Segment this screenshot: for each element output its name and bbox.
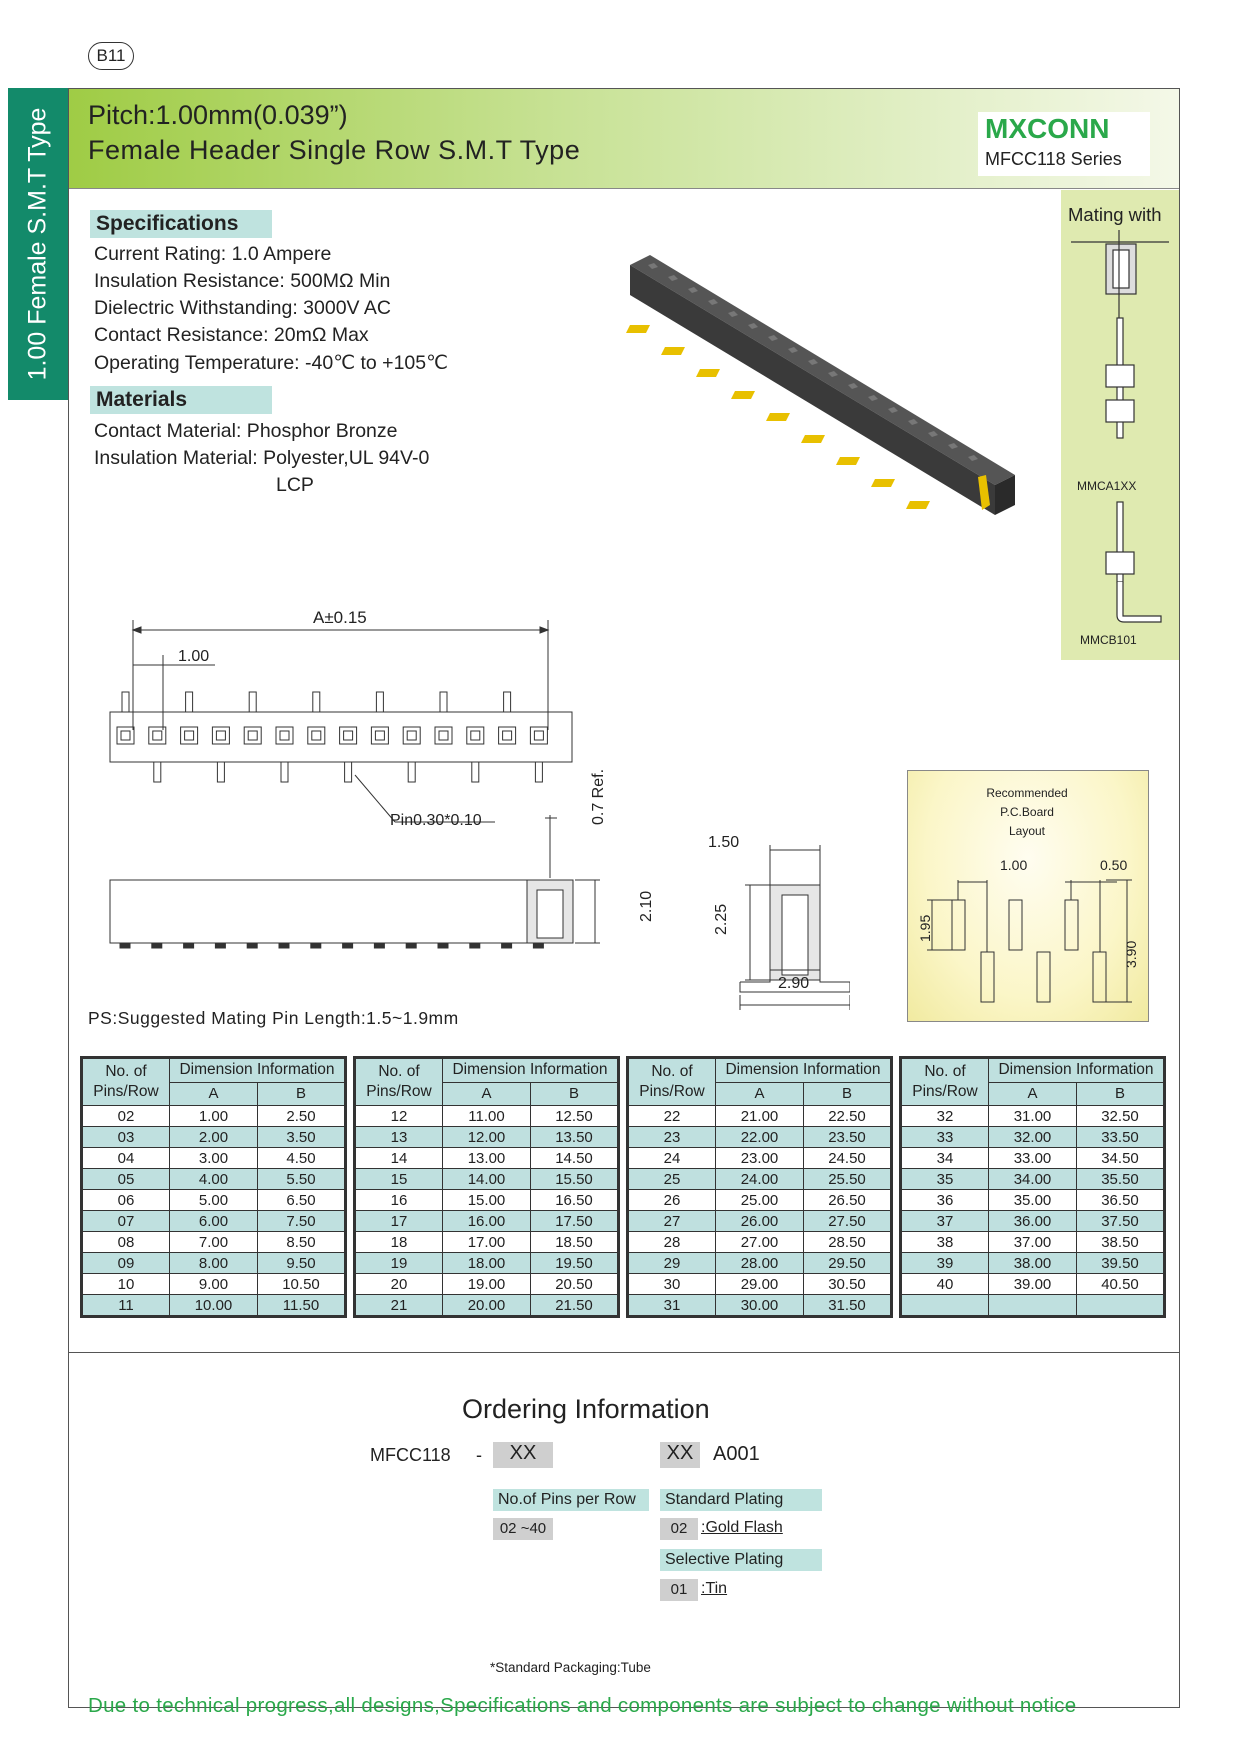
a-cell: 26.00	[716, 1211, 804, 1232]
header-b: B	[804, 1082, 892, 1105]
table-row	[901, 1253, 1165, 1274]
pins-cell: 04	[82, 1148, 170, 1169]
a-cell: 24.00	[716, 1169, 804, 1190]
pin-lead	[249, 692, 256, 712]
pins-cell: 13	[355, 1127, 443, 1148]
pins-cell: 29	[628, 1253, 716, 1274]
b-cell: 8.50	[258, 1232, 346, 1253]
table-row	[82, 1253, 346, 1274]
mating-part-label: MMCA1XX	[1077, 479, 1137, 493]
header-a: A	[716, 1082, 804, 1105]
b-cell: 34.50	[1077, 1148, 1165, 1169]
header-dimension: Dimension Information	[170, 1058, 346, 1083]
table-row	[628, 1169, 892, 1190]
dimension-table	[899, 1056, 1166, 1318]
table-row	[355, 1211, 619, 1232]
contact-slot-inner	[407, 731, 416, 740]
pins-cell: 10	[82, 1274, 170, 1295]
pcb-pad-width-label: 0.50	[1100, 857, 1128, 873]
a-cell: 9.00	[170, 1274, 258, 1295]
b-cell: 20.50	[531, 1274, 619, 1295]
spec-line: Dielectric Withstanding: 3000V AC	[94, 297, 391, 319]
pins-cell: 12	[355, 1106, 443, 1127]
table-row	[901, 1106, 1165, 1127]
a-cell: 34.00	[989, 1169, 1077, 1190]
contact-slot-inner	[121, 731, 130, 740]
brand-logo: MXCONN	[985, 113, 1110, 144]
a-cell: 20.00	[443, 1295, 531, 1317]
pcb-pads	[907, 860, 1147, 1020]
a-cell: 14.00	[443, 1169, 531, 1190]
a-cell: 3.00	[170, 1148, 258, 1169]
b-cell: 23.50	[804, 1127, 892, 1148]
tin-code: 01	[660, 1579, 698, 1601]
b-cell: 29.50	[804, 1253, 892, 1274]
pins-cell: 38	[901, 1232, 989, 1253]
pin-lead	[154, 762, 161, 782]
b-cell: 3.50	[258, 1127, 346, 1148]
pins-per-row-label: No.of Pins per Row	[493, 1489, 649, 1511]
contact-slot-inner	[439, 731, 448, 740]
solder-foot	[184, 943, 194, 948]
a-cell: 11.00	[443, 1106, 531, 1127]
table-row	[628, 1211, 892, 1232]
table-row	[82, 1169, 346, 1190]
ordering-dash: -	[476, 1445, 482, 1465]
pins-cell: 39	[901, 1253, 989, 1274]
table-row	[628, 1127, 892, 1148]
a-cell: 16.00	[443, 1211, 531, 1232]
contact-slot-inner	[471, 731, 480, 740]
pin-lead	[376, 692, 383, 712]
materials-heading: Materials	[90, 386, 272, 414]
a-cell: 1.00	[170, 1106, 258, 1127]
pin-lead	[472, 762, 479, 782]
pins-cell: 03	[82, 1127, 170, 1148]
pins-cell: 16	[355, 1190, 443, 1211]
header-b: B	[531, 1082, 619, 1105]
side-tab-label: 1.00 Female S.M.T Type	[23, 107, 52, 381]
solder-foot	[247, 943, 257, 948]
a-cell: 35.00	[989, 1190, 1077, 1211]
table-row	[82, 1211, 346, 1232]
spec-line: Operating Temperature: -40℃ to +105℃	[94, 352, 449, 374]
pins-cell: 21	[355, 1295, 443, 1317]
pins-cell: 07	[82, 1211, 170, 1232]
dim-a-label: A±0.15	[313, 608, 367, 627]
pin-lead	[186, 692, 193, 712]
contact-slot	[371, 727, 388, 744]
a-cell: 31.00	[989, 1106, 1077, 1127]
pins-cell: 36	[901, 1190, 989, 1211]
ref-label: 0.7 Ref.	[590, 768, 607, 825]
table-row	[901, 1148, 1165, 1169]
a-cell: 2.00	[170, 1127, 258, 1148]
table-row	[355, 1106, 619, 1127]
a-cell: 7.00	[170, 1232, 258, 1253]
gold-flash-desc: :Gold Flash	[701, 1519, 783, 1536]
table-row	[355, 1169, 619, 1190]
contact-slot-inner	[534, 731, 543, 740]
table-row	[901, 1295, 1165, 1317]
pins-cell: 06	[82, 1190, 170, 1211]
contact-slot-inner	[280, 731, 289, 740]
pcb-pitch-label: 1.00	[1000, 857, 1028, 873]
a-cell: 4.00	[170, 1169, 258, 1190]
contact-slot	[181, 727, 198, 744]
a-cell: 37.00	[989, 1232, 1077, 1253]
b-cell: 40.50	[1077, 1274, 1165, 1295]
a-cell: 21.00	[716, 1106, 804, 1127]
table-row	[628, 1106, 892, 1127]
b-cell: 14.50	[531, 1148, 619, 1169]
a-cell: 28.00	[716, 1253, 804, 1274]
a-cell	[989, 1295, 1077, 1317]
ordering-code: MFCC118	[370, 1445, 451, 1465]
pins-cell: 40	[901, 1274, 989, 1295]
pins-cell: 30	[628, 1274, 716, 1295]
header-pins: No. of Pins/Row	[628, 1058, 716, 1106]
a-cell: 29.00	[716, 1274, 804, 1295]
solder-foot	[120, 943, 130, 948]
table-row	[82, 1106, 346, 1127]
material-line: Contact Material: Phosphor Bronze	[94, 420, 398, 442]
table-row	[355, 1253, 619, 1274]
b-cell: 11.50	[258, 1295, 346, 1317]
side-tab	[8, 88, 68, 400]
pins-cell: 35	[901, 1169, 989, 1190]
side-width-label: 1.50	[708, 834, 740, 851]
b-cell: 37.50	[1077, 1211, 1165, 1232]
b-cell: 13.50	[531, 1127, 619, 1148]
gold-flash-code: 02	[660, 1518, 698, 1540]
header-dimension: Dimension Information	[716, 1058, 892, 1083]
ordering-title: Ordering Information	[462, 1394, 710, 1424]
header-dimension: Dimension Information	[443, 1058, 619, 1083]
standard-plating-label: Standard Plating	[660, 1489, 822, 1511]
b-cell: 39.50	[1077, 1253, 1165, 1274]
b-cell: 18.50	[531, 1232, 619, 1253]
solder-foot	[438, 943, 448, 948]
b-cell: 15.50	[531, 1169, 619, 1190]
header-a: A	[989, 1082, 1077, 1105]
pins-cell: 24	[628, 1148, 716, 1169]
pins-cell: 17	[355, 1211, 443, 1232]
pins-cell: 14	[355, 1148, 443, 1169]
pin-lead	[345, 762, 352, 782]
solder-foot	[533, 943, 543, 948]
b-cell: 16.50	[531, 1190, 619, 1211]
b-cell: 27.50	[804, 1211, 892, 1232]
contact-slot	[212, 727, 229, 744]
table-row	[82, 1148, 346, 1169]
contact-slot	[403, 727, 420, 744]
title-line-2: Female Header Single Row S.M.T Type	[88, 135, 581, 165]
table-row	[355, 1295, 619, 1317]
a-cell: 23.00	[716, 1148, 804, 1169]
packaging-text: Standard Packaging:Tube	[495, 1660, 651, 1675]
solder-foot	[470, 943, 480, 948]
pitch-label: 1.00	[178, 648, 210, 665]
pins-cell: 05	[82, 1169, 170, 1190]
dimension-table	[626, 1056, 893, 1318]
pins-cell: 26	[628, 1190, 716, 1211]
b-cell: 38.50	[1077, 1232, 1165, 1253]
mating-drawings	[1061, 230, 1179, 650]
a-cell: 30.00	[716, 1295, 804, 1317]
b-cell: 2.50	[258, 1106, 346, 1127]
pin-lead	[535, 762, 542, 782]
b-cell: 26.50	[804, 1190, 892, 1211]
contact-slot	[435, 727, 452, 744]
notice-footer: Due to technical progress,all designs,Specifications and components are subject to change without notice	[88, 1694, 1077, 1717]
b-cell: 21.50	[531, 1295, 619, 1317]
header-pins: No. of Pins/Row	[82, 1058, 170, 1106]
pins-cell: 27	[628, 1211, 716, 1232]
table-row	[355, 1127, 619, 1148]
pin-label: Pin0.30*0.10	[390, 812, 482, 829]
divider	[68, 1352, 1180, 1353]
plating-code-box: XX	[660, 1442, 700, 1468]
pins-cell: 22	[628, 1106, 716, 1127]
b-cell: 30.50	[804, 1274, 892, 1295]
material-line: Insulation Material: Polyester,UL 94V-0	[94, 447, 430, 469]
ordering-suffix: A001	[713, 1443, 760, 1465]
table-row	[628, 1232, 892, 1253]
pins-cell: 20	[355, 1274, 443, 1295]
header-a: A	[170, 1082, 258, 1105]
header-pins: No. of Pins/Row	[901, 1058, 989, 1106]
specifications-heading: Specifications	[90, 210, 272, 238]
b-cell: 9.50	[258, 1253, 346, 1274]
header-a: A	[443, 1082, 531, 1105]
solder-foot	[152, 943, 162, 948]
b-cell: 35.50	[1077, 1169, 1165, 1190]
b-cell: 10.50	[258, 1274, 346, 1295]
pins-cell: 11	[82, 1295, 170, 1317]
b-cell: 28.50	[804, 1232, 892, 1253]
solder-foot	[374, 943, 384, 948]
ps-note: PS:Suggested Mating Pin Length:1.5~1.9mm	[88, 1008, 459, 1028]
solder-foot	[311, 943, 321, 948]
pin-lead	[281, 762, 288, 782]
pins-cell: 34	[901, 1148, 989, 1169]
solder-foot	[215, 943, 225, 948]
packaging-note: *Standard Packaging:Tube	[490, 1660, 651, 1675]
pin-lead	[217, 762, 224, 782]
side-height-label: 2.25	[713, 903, 730, 935]
a-cell: 13.00	[443, 1148, 531, 1169]
pcb-title-line: P.C.Board	[1000, 805, 1054, 819]
pcb-title	[907, 784, 1147, 841]
contact-slot	[530, 727, 547, 744]
table-row	[355, 1274, 619, 1295]
a-cell: 6.00	[170, 1211, 258, 1232]
pin-lead	[440, 692, 447, 712]
pins-cell: 02	[82, 1106, 170, 1127]
dimension-table	[80, 1056, 347, 1318]
tin-desc: :Tin	[701, 1580, 728, 1597]
a-cell: 22.00	[716, 1127, 804, 1148]
dimension-table	[353, 1056, 620, 1318]
contact-slot-inner	[185, 731, 194, 740]
table-row	[355, 1190, 619, 1211]
contact-slot-inner	[216, 731, 225, 740]
table-row	[355, 1148, 619, 1169]
table-row	[901, 1190, 1165, 1211]
a-cell: 38.00	[989, 1253, 1077, 1274]
solder-foot	[502, 943, 512, 948]
a-cell: 27.00	[716, 1232, 804, 1253]
table-row	[82, 1232, 346, 1253]
a-cell: 33.00	[989, 1148, 1077, 1169]
pins-cell: 19	[355, 1253, 443, 1274]
contact-slot-inner	[344, 731, 353, 740]
pins-code-box: XX	[493, 1442, 553, 1468]
table-row	[901, 1274, 1165, 1295]
contact-slot-inner	[248, 731, 257, 740]
a-cell: 39.00	[989, 1274, 1077, 1295]
pcb-title-line: Layout	[1008, 824, 1046, 838]
contact-slot-inner	[375, 731, 384, 740]
header-b: B	[1077, 1082, 1165, 1105]
spec-line: Current Rating: 1.0 Ampere	[94, 243, 332, 265]
contact-slot-inner	[503, 731, 512, 740]
pcb-pad-height-label: 1.95	[917, 914, 933, 942]
a-cell: 25.00	[716, 1190, 804, 1211]
b-cell: 6.50	[258, 1190, 346, 1211]
pins-cell: 37	[901, 1211, 989, 1232]
table-row	[901, 1169, 1165, 1190]
table-row	[82, 1190, 346, 1211]
table-row	[628, 1148, 892, 1169]
b-cell: 24.50	[804, 1148, 892, 1169]
contact-slot	[276, 727, 293, 744]
b-cell: 36.50	[1077, 1190, 1165, 1211]
material-line: LCP	[276, 474, 314, 496]
solder-foot	[406, 943, 416, 948]
height-label: 2.10	[638, 890, 655, 922]
contact-slot	[499, 727, 516, 744]
b-cell: 17.50	[531, 1211, 619, 1232]
contact-slot	[117, 727, 134, 744]
page-tag: B11	[88, 42, 134, 70]
b-cell: 22.50	[804, 1106, 892, 1127]
pin-lead	[408, 762, 415, 782]
pcb-title-line: Recommended	[986, 786, 1068, 800]
b-cell: 32.50	[1077, 1106, 1165, 1127]
product-image	[620, 255, 1020, 530]
a-cell: 17.00	[443, 1232, 531, 1253]
pins-cell: 28	[628, 1232, 716, 1253]
a-cell: 15.00	[443, 1190, 531, 1211]
a-cell: 8.00	[170, 1253, 258, 1274]
b-cell	[1077, 1295, 1165, 1317]
b-cell: 31.50	[804, 1295, 892, 1317]
table-row	[628, 1253, 892, 1274]
table-row	[901, 1127, 1165, 1148]
b-cell: 25.50	[804, 1169, 892, 1190]
pins-cell	[901, 1295, 989, 1317]
pins-range: 02 ~40	[493, 1518, 553, 1540]
mating-label: Mating with	[1068, 204, 1162, 225]
mating-part-label: MMCB101	[1080, 633, 1137, 647]
a-cell: 18.00	[443, 1253, 531, 1274]
header-dimension: Dimension Information	[989, 1058, 1165, 1083]
title-line-1: Pitch:1.00mm(0.039”)	[88, 100, 348, 130]
pcb-span-label: 3.90	[1123, 940, 1139, 968]
pins-cell: 18	[355, 1232, 443, 1253]
table-row	[628, 1190, 892, 1211]
spec-line: Insulation Resistance: 500MΩ Min	[94, 270, 391, 292]
pins-cell: 15	[355, 1169, 443, 1190]
a-cell: 12.00	[443, 1127, 531, 1148]
side-base-label: 2.90	[778, 975, 810, 992]
contact-slot-inner	[153, 731, 162, 740]
series-name: MFCC118 Series	[985, 149, 1122, 169]
pin-lead	[122, 692, 129, 712]
pins-cell: 32	[901, 1106, 989, 1127]
contact-slot	[340, 727, 357, 744]
table-row	[82, 1274, 346, 1295]
a-cell: 5.00	[170, 1190, 258, 1211]
b-cell: 19.50	[531, 1253, 619, 1274]
pin-lead	[313, 692, 320, 712]
selective-plating-label: Selective Plating	[660, 1549, 822, 1571]
b-cell: 33.50	[1077, 1127, 1165, 1148]
a-cell: 36.00	[989, 1211, 1077, 1232]
table-row	[901, 1232, 1165, 1253]
contact-slot	[308, 727, 325, 744]
b-cell: 5.50	[258, 1169, 346, 1190]
a-cell: 32.00	[989, 1127, 1077, 1148]
table-row	[355, 1232, 619, 1253]
pins-cell: 31	[628, 1295, 716, 1317]
solder-foot	[279, 943, 289, 948]
pins-cell: 09	[82, 1253, 170, 1274]
b-cell: 7.50	[258, 1211, 346, 1232]
b-cell: 12.50	[531, 1106, 619, 1127]
pins-cell: 08	[82, 1232, 170, 1253]
a-cell: 19.00	[443, 1274, 531, 1295]
pins-cell: 23	[628, 1127, 716, 1148]
b-cell: 4.50	[258, 1148, 346, 1169]
pins-cell: 25	[628, 1169, 716, 1190]
table-row	[628, 1295, 892, 1317]
contact-slot-inner	[312, 731, 321, 740]
contact-slot	[244, 727, 261, 744]
solder-foot	[343, 943, 353, 948]
header-b: B	[258, 1082, 346, 1105]
pins-cell: 33	[901, 1127, 989, 1148]
a-cell: 10.00	[170, 1295, 258, 1317]
table-row	[82, 1295, 346, 1317]
table-row	[628, 1274, 892, 1295]
pin-lead	[504, 692, 511, 712]
table-row	[82, 1127, 346, 1148]
contact-slot	[467, 727, 484, 744]
header-pins: No. of Pins/Row	[355, 1058, 443, 1106]
table-row	[901, 1211, 1165, 1232]
spec-line: Contact Resistance: 20mΩ Max	[94, 324, 369, 346]
